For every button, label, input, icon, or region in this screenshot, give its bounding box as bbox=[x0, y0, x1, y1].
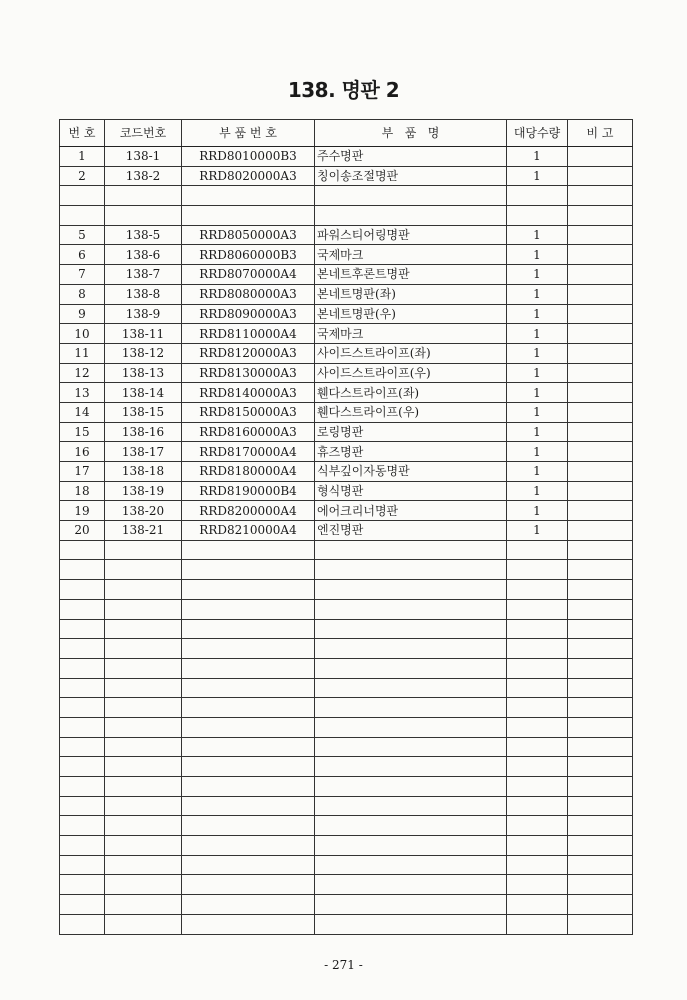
table-row bbox=[60, 265, 633, 285]
table-row bbox=[60, 147, 633, 167]
cell-no: 10 bbox=[60, 324, 105, 344]
cell-qty bbox=[507, 698, 568, 718]
table-row bbox=[60, 639, 633, 659]
cell-code bbox=[105, 796, 182, 816]
cell-remark bbox=[568, 225, 633, 245]
table-row bbox=[60, 698, 633, 718]
cell-code: 138-7 bbox=[105, 265, 182, 285]
cell-remark bbox=[568, 875, 633, 895]
cell-code bbox=[105, 540, 182, 560]
table-row bbox=[60, 796, 633, 816]
cell-qty bbox=[507, 875, 568, 895]
cell-part-name: 엔진명판 bbox=[315, 521, 507, 541]
page-title: 138. 명판 2 bbox=[287, 78, 400, 102]
cell-remark bbox=[568, 737, 633, 757]
table-row bbox=[60, 186, 633, 206]
table-row bbox=[60, 166, 633, 186]
cell-remark bbox=[568, 324, 633, 344]
cell-no bbox=[60, 875, 105, 895]
table-row bbox=[60, 422, 633, 442]
cell-remark bbox=[568, 206, 633, 226]
cell-no bbox=[60, 658, 105, 678]
cell-code bbox=[105, 619, 182, 639]
table-row bbox=[60, 343, 633, 363]
cell-remark bbox=[568, 619, 633, 639]
cell-code: 138-11 bbox=[105, 324, 182, 344]
cell-part-no: RRD8070000A4 bbox=[182, 265, 315, 285]
cell-remark bbox=[568, 658, 633, 678]
cell-code bbox=[105, 599, 182, 619]
cell-code bbox=[105, 658, 182, 678]
table-row bbox=[60, 816, 633, 836]
cell-part-no bbox=[182, 895, 315, 915]
cell-qty: 1 bbox=[507, 422, 568, 442]
cell-code bbox=[105, 914, 182, 934]
cell-remark bbox=[568, 757, 633, 777]
header-no: 번 호 bbox=[60, 120, 105, 147]
cell-code bbox=[105, 777, 182, 797]
cell-no bbox=[60, 796, 105, 816]
cell-code: 138-16 bbox=[105, 422, 182, 442]
cell-remark bbox=[568, 914, 633, 934]
cell-remark bbox=[568, 855, 633, 875]
header-part-no: 부 품 번 호 bbox=[182, 120, 315, 147]
table-row bbox=[60, 324, 633, 344]
cell-remark bbox=[568, 580, 633, 600]
cell-no bbox=[60, 186, 105, 206]
cell-no: 18 bbox=[60, 481, 105, 501]
cell-no: 7 bbox=[60, 265, 105, 285]
cell-qty: 1 bbox=[507, 166, 568, 186]
cell-part-no: RRD8130000A3 bbox=[182, 363, 315, 383]
cell-remark bbox=[568, 698, 633, 718]
cell-no bbox=[60, 914, 105, 934]
cell-code: 138-5 bbox=[105, 225, 182, 245]
cell-part-no: RRD8150000A3 bbox=[182, 402, 315, 422]
table-row bbox=[60, 402, 633, 422]
cell-remark bbox=[568, 363, 633, 383]
cell-part-name bbox=[315, 737, 507, 757]
cell-part-no bbox=[182, 875, 315, 895]
table-row bbox=[60, 481, 633, 501]
cell-no bbox=[60, 816, 105, 836]
cell-code: 138-18 bbox=[105, 462, 182, 482]
table-row bbox=[60, 304, 633, 324]
cell-code bbox=[105, 717, 182, 737]
cell-part-no: RRD8020000A3 bbox=[182, 166, 315, 186]
cell-part-no: RRD8110000A4 bbox=[182, 324, 315, 344]
cell-part-name: 형식명판 bbox=[315, 481, 507, 501]
cell-part-no: RRD8170000A4 bbox=[182, 442, 315, 462]
cell-part-no bbox=[182, 658, 315, 678]
cell-qty bbox=[507, 619, 568, 639]
cell-no bbox=[60, 698, 105, 718]
cell-qty bbox=[507, 560, 568, 580]
cell-part-name bbox=[315, 895, 507, 915]
cell-part-name: 본네트후론트명판 bbox=[315, 265, 507, 285]
cell-code bbox=[105, 206, 182, 226]
cell-remark bbox=[568, 422, 633, 442]
cell-no bbox=[60, 717, 105, 737]
cell-qty bbox=[507, 737, 568, 757]
table-row bbox=[60, 284, 633, 304]
cell-code bbox=[105, 757, 182, 777]
cell-remark bbox=[568, 186, 633, 206]
cell-code: 138-15 bbox=[105, 402, 182, 422]
cell-no bbox=[60, 560, 105, 580]
cell-remark bbox=[568, 540, 633, 560]
cell-part-no bbox=[182, 698, 315, 718]
cell-part-name: 휀다스트라이프(좌) bbox=[315, 383, 507, 403]
table-row bbox=[60, 895, 633, 915]
cell-part-name bbox=[315, 540, 507, 560]
cell-remark bbox=[568, 501, 633, 521]
cell-part-name bbox=[315, 757, 507, 777]
cell-remark bbox=[568, 521, 633, 541]
cell-no: 16 bbox=[60, 442, 105, 462]
cell-remark bbox=[568, 383, 633, 403]
cell-part-name bbox=[315, 875, 507, 895]
cell-part-name bbox=[315, 599, 507, 619]
cell-part-name: 국제마크 bbox=[315, 324, 507, 344]
cell-no: 17 bbox=[60, 462, 105, 482]
cell-no bbox=[60, 777, 105, 797]
cell-part-name: 주수명판 bbox=[315, 147, 507, 167]
cell-remark bbox=[568, 560, 633, 580]
cell-qty: 1 bbox=[507, 245, 568, 265]
cell-part-no bbox=[182, 914, 315, 934]
cell-remark bbox=[568, 796, 633, 816]
cell-qty: 1 bbox=[507, 402, 568, 422]
cell-no: 1 bbox=[60, 147, 105, 167]
cell-code: 138-21 bbox=[105, 521, 182, 541]
cell-code: 138-14 bbox=[105, 383, 182, 403]
cell-part-name: 에어크리너명판 bbox=[315, 501, 507, 521]
cell-part-no bbox=[182, 540, 315, 560]
cell-remark bbox=[568, 462, 633, 482]
cell-qty: 1 bbox=[507, 363, 568, 383]
cell-remark bbox=[568, 265, 633, 285]
cell-part-no bbox=[182, 855, 315, 875]
cell-part-name: 사이드스트라이프(좌) bbox=[315, 343, 507, 363]
cell-part-no bbox=[182, 816, 315, 836]
cell-no bbox=[60, 855, 105, 875]
cell-no: 5 bbox=[60, 225, 105, 245]
table-row bbox=[60, 560, 633, 580]
cell-part-name bbox=[315, 619, 507, 639]
cell-part-name bbox=[315, 580, 507, 600]
cell-no: 6 bbox=[60, 245, 105, 265]
cell-code bbox=[105, 836, 182, 856]
cell-part-no bbox=[182, 560, 315, 580]
cell-code: 138-1 bbox=[105, 147, 182, 167]
cell-code bbox=[105, 580, 182, 600]
table-row bbox=[60, 580, 633, 600]
cell-qty: 1 bbox=[507, 225, 568, 245]
cell-qty bbox=[507, 206, 568, 226]
table-row bbox=[60, 462, 633, 482]
cell-qty bbox=[507, 658, 568, 678]
cell-part-no bbox=[182, 678, 315, 698]
cell-part-name: 식부깊이자동명판 bbox=[315, 462, 507, 482]
cell-qty bbox=[507, 717, 568, 737]
cell-part-name: 칭이송조절명판 bbox=[315, 166, 507, 186]
cell-no bbox=[60, 836, 105, 856]
header-code: 코드번호 bbox=[105, 120, 182, 147]
cell-qty bbox=[507, 540, 568, 560]
cell-part-no bbox=[182, 737, 315, 757]
cell-qty bbox=[507, 639, 568, 659]
cell-remark bbox=[568, 245, 633, 265]
cell-part-no: RRD8200000A4 bbox=[182, 501, 315, 521]
cell-remark bbox=[568, 639, 633, 659]
cell-qty bbox=[507, 599, 568, 619]
cell-remark bbox=[568, 147, 633, 167]
cell-part-no: RRD8080000A3 bbox=[182, 284, 315, 304]
cell-part-name bbox=[315, 836, 507, 856]
cell-part-no bbox=[182, 639, 315, 659]
table-row bbox=[60, 363, 633, 383]
cell-part-no: RRD8060000B3 bbox=[182, 245, 315, 265]
table-row bbox=[60, 836, 633, 856]
table-row bbox=[60, 855, 633, 875]
table-row bbox=[60, 501, 633, 521]
cell-part-name: 휴즈명판 bbox=[315, 442, 507, 462]
table-row bbox=[60, 540, 633, 560]
cell-remark bbox=[568, 304, 633, 324]
cell-qty: 1 bbox=[507, 343, 568, 363]
cell-part-name: 로링명판 bbox=[315, 422, 507, 442]
table-row bbox=[60, 521, 633, 541]
cell-part-name: 파워스티어링명판 bbox=[315, 225, 507, 245]
cell-part-no: RRD8120000A3 bbox=[182, 343, 315, 363]
cell-part-name: 본네트명판(좌) bbox=[315, 284, 507, 304]
cell-no bbox=[60, 678, 105, 698]
header-remarks: 비 고 bbox=[568, 120, 633, 147]
cell-part-name bbox=[315, 914, 507, 934]
cell-code: 138-12 bbox=[105, 343, 182, 363]
cell-qty bbox=[507, 757, 568, 777]
cell-code bbox=[105, 816, 182, 836]
cell-no bbox=[60, 599, 105, 619]
cell-qty: 1 bbox=[507, 442, 568, 462]
cell-no: 15 bbox=[60, 422, 105, 442]
cell-part-name bbox=[315, 816, 507, 836]
table-row bbox=[60, 619, 633, 639]
table-row bbox=[60, 914, 633, 934]
cell-part-no bbox=[182, 186, 315, 206]
cell-no bbox=[60, 206, 105, 226]
cell-part-name bbox=[315, 658, 507, 678]
cell-qty: 1 bbox=[507, 324, 568, 344]
cell-code bbox=[105, 639, 182, 659]
table-row bbox=[60, 757, 633, 777]
cell-qty: 1 bbox=[507, 501, 568, 521]
cell-part-name: 휀다스트라이프(우) bbox=[315, 402, 507, 422]
cell-part-name bbox=[315, 639, 507, 659]
cell-no: 19 bbox=[60, 501, 105, 521]
cell-code bbox=[105, 855, 182, 875]
cell-part-no: RRD8160000A3 bbox=[182, 422, 315, 442]
table-row bbox=[60, 599, 633, 619]
table-row bbox=[60, 658, 633, 678]
table-header-row bbox=[60, 120, 633, 147]
cell-qty bbox=[507, 796, 568, 816]
table-row bbox=[60, 737, 633, 757]
cell-remark bbox=[568, 777, 633, 797]
cell-code: 138-13 bbox=[105, 363, 182, 383]
cell-remark bbox=[568, 717, 633, 737]
cell-part-no bbox=[182, 796, 315, 816]
cell-no bbox=[60, 737, 105, 757]
table-row bbox=[60, 717, 633, 737]
cell-part-no: RRD8010000B3 bbox=[182, 147, 315, 167]
cell-code: 138-6 bbox=[105, 245, 182, 265]
cell-no: 2 bbox=[60, 166, 105, 186]
cell-part-name bbox=[315, 186, 507, 206]
page-number: - 271 - bbox=[324, 958, 363, 972]
cell-qty bbox=[507, 855, 568, 875]
cell-remark bbox=[568, 816, 633, 836]
cell-part-no bbox=[182, 580, 315, 600]
table-row bbox=[60, 777, 633, 797]
cell-part-name bbox=[315, 206, 507, 226]
cell-qty: 1 bbox=[507, 383, 568, 403]
cell-code: 138-9 bbox=[105, 304, 182, 324]
cell-no: 12 bbox=[60, 363, 105, 383]
cell-qty bbox=[507, 895, 568, 915]
table-row bbox=[60, 225, 633, 245]
cell-code bbox=[105, 737, 182, 757]
table-row bbox=[60, 678, 633, 698]
table-row bbox=[60, 383, 633, 403]
cell-qty: 1 bbox=[507, 462, 568, 482]
cell-qty bbox=[507, 777, 568, 797]
cell-remark bbox=[568, 442, 633, 462]
cell-part-name bbox=[315, 698, 507, 718]
cell-remark bbox=[568, 481, 633, 501]
cell-qty: 1 bbox=[507, 304, 568, 324]
cell-part-name bbox=[315, 855, 507, 875]
cell-part-no: RRD8190000B4 bbox=[182, 481, 315, 501]
cell-qty: 1 bbox=[507, 284, 568, 304]
table-row bbox=[60, 245, 633, 265]
cell-code bbox=[105, 186, 182, 206]
cell-remark bbox=[568, 284, 633, 304]
cell-qty bbox=[507, 678, 568, 698]
cell-code: 138-8 bbox=[105, 284, 182, 304]
cell-part-no bbox=[182, 777, 315, 797]
cell-code: 138-17 bbox=[105, 442, 182, 462]
cell-part-no: RRD8210000A4 bbox=[182, 521, 315, 541]
cell-code bbox=[105, 895, 182, 915]
cell-no: 8 bbox=[60, 284, 105, 304]
cell-part-name bbox=[315, 777, 507, 797]
table-row bbox=[60, 206, 633, 226]
cell-qty bbox=[507, 914, 568, 934]
cell-no bbox=[60, 540, 105, 560]
cell-remark bbox=[568, 402, 633, 422]
cell-no bbox=[60, 757, 105, 777]
cell-no bbox=[60, 619, 105, 639]
cell-part-no: RRD8090000A3 bbox=[182, 304, 315, 324]
cell-remark bbox=[568, 895, 633, 915]
cell-code bbox=[105, 698, 182, 718]
cell-remark bbox=[568, 599, 633, 619]
cell-part-no: RRD8050000A3 bbox=[182, 225, 315, 245]
cell-part-name bbox=[315, 796, 507, 816]
cell-remark bbox=[568, 678, 633, 698]
cell-qty: 1 bbox=[507, 521, 568, 541]
cell-remark bbox=[568, 836, 633, 856]
cell-qty: 1 bbox=[507, 147, 568, 167]
table-row bbox=[60, 875, 633, 895]
cell-qty bbox=[507, 186, 568, 206]
cell-part-no bbox=[182, 717, 315, 737]
cell-qty: 1 bbox=[507, 265, 568, 285]
cell-part-no bbox=[182, 619, 315, 639]
cell-code: 138-19 bbox=[105, 481, 182, 501]
cell-no: 20 bbox=[60, 521, 105, 541]
cell-part-no: RRD8180000A4 bbox=[182, 462, 315, 482]
table-row bbox=[60, 442, 633, 462]
cell-code bbox=[105, 875, 182, 895]
header-qty: 대당수량 bbox=[507, 120, 568, 147]
cell-part-name bbox=[315, 560, 507, 580]
parts-table bbox=[59, 119, 633, 935]
cell-code: 138-20 bbox=[105, 501, 182, 521]
cell-code bbox=[105, 560, 182, 580]
header-part-name: 부 품 명 bbox=[315, 120, 507, 147]
cell-part-no: RRD8140000A3 bbox=[182, 383, 315, 403]
cell-part-name: 본네트명판(우) bbox=[315, 304, 507, 324]
cell-no bbox=[60, 580, 105, 600]
cell-code: 138-2 bbox=[105, 166, 182, 186]
cell-qty bbox=[507, 580, 568, 600]
cell-qty bbox=[507, 816, 568, 836]
cell-no bbox=[60, 639, 105, 659]
cell-no: 11 bbox=[60, 343, 105, 363]
cell-part-name: 사이드스트라이프(우) bbox=[315, 363, 507, 383]
cell-qty bbox=[507, 836, 568, 856]
cell-part-no bbox=[182, 599, 315, 619]
cell-part-no bbox=[182, 206, 315, 226]
cell-part-no bbox=[182, 757, 315, 777]
cell-no: 14 bbox=[60, 402, 105, 422]
cell-part-name bbox=[315, 678, 507, 698]
cell-part-no bbox=[182, 836, 315, 856]
cell-qty: 1 bbox=[507, 481, 568, 501]
cell-part-name bbox=[315, 717, 507, 737]
cell-no: 13 bbox=[60, 383, 105, 403]
cell-code bbox=[105, 678, 182, 698]
cell-remark bbox=[568, 343, 633, 363]
cell-no bbox=[60, 895, 105, 915]
cell-part-name: 국제마크 bbox=[315, 245, 507, 265]
cell-no: 9 bbox=[60, 304, 105, 324]
cell-remark bbox=[568, 166, 633, 186]
